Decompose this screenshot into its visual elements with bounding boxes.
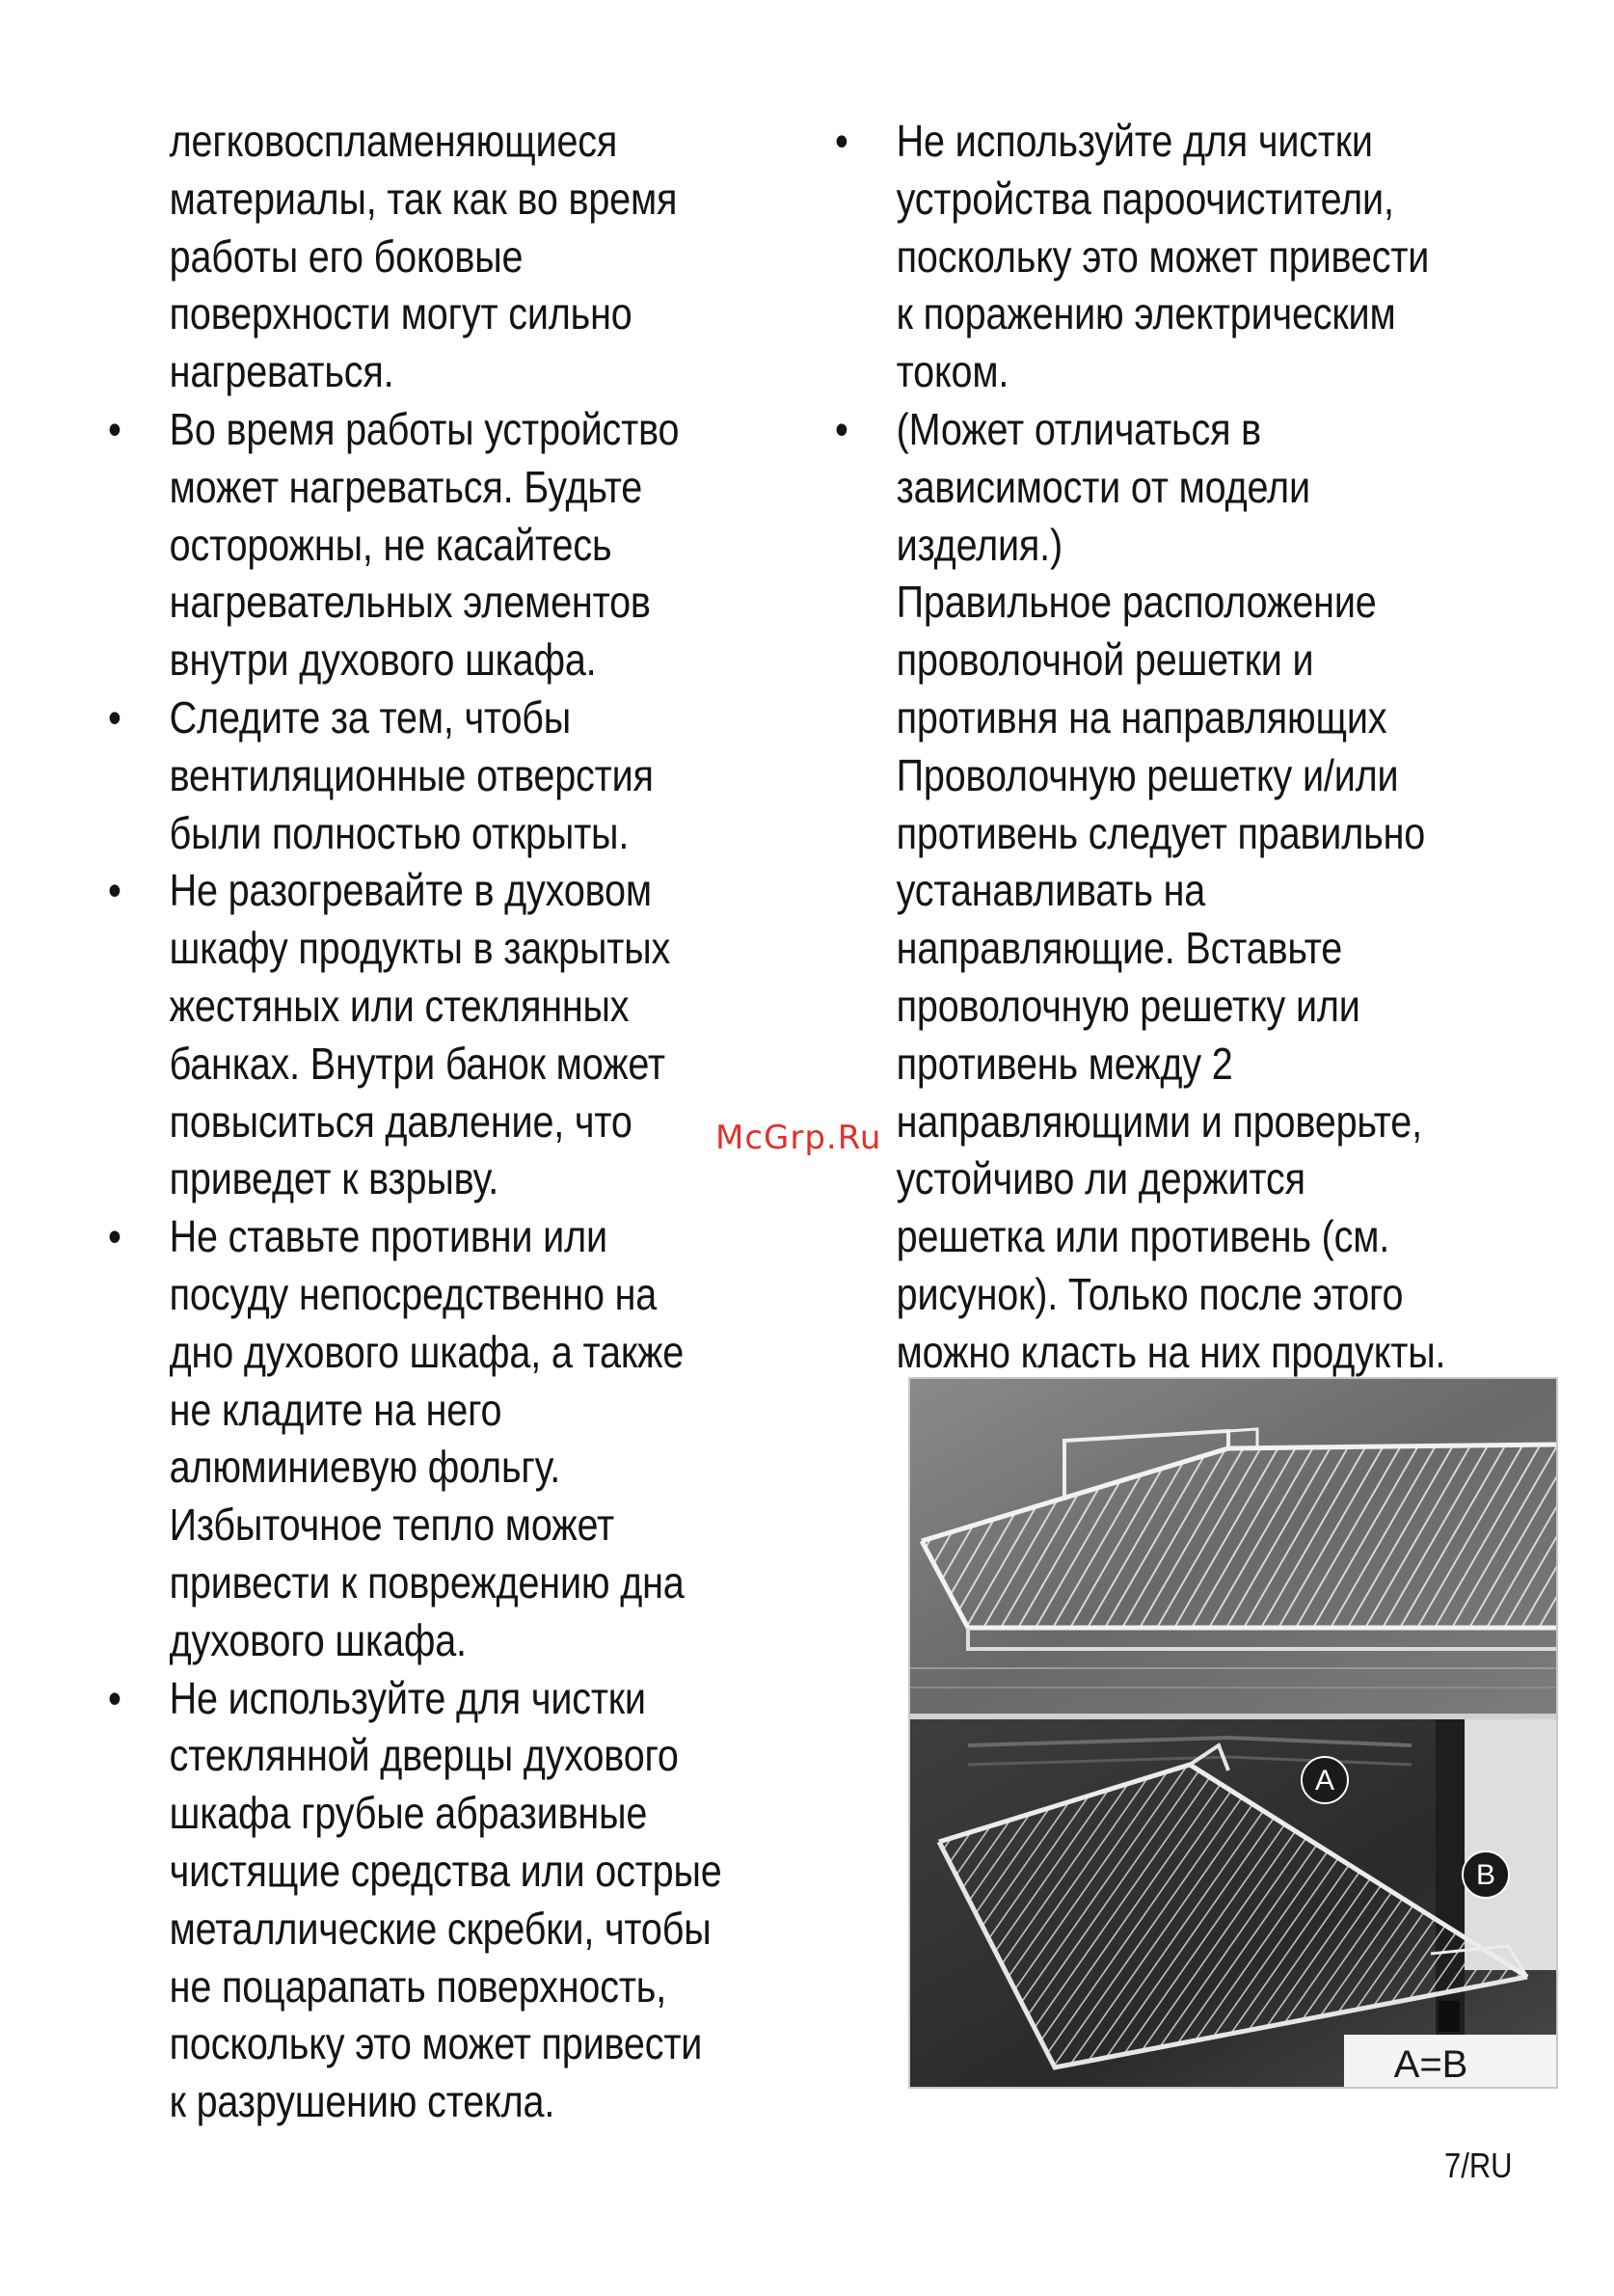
list-item — [835, 401, 1445, 1382]
text-line: осторожны, не касайтесь — [169, 519, 612, 570]
text-line: током. — [896, 346, 1009, 397]
text-line: рисунок). Только после этого — [896, 1268, 1404, 1319]
text-line: поскольку это может привести — [169, 2018, 703, 2069]
text-line: шкафа грубые абразивные — [169, 1788, 648, 1839]
bullet-icon: • — [835, 403, 848, 454]
text-line: работы его боковые — [169, 230, 524, 282]
text-line: поверхности могут сильно — [169, 288, 632, 339]
text-line: не кладите на него — [169, 1384, 502, 1435]
text-line: поскольку это может привести — [896, 230, 1430, 282]
callout-b — [1463, 1851, 1509, 1898]
text-line: решетка или противень (см. — [896, 1211, 1390, 1262]
text-line: были полностью открыты. — [169, 807, 630, 858]
text-line: стеклянной дверцы духового — [169, 1730, 679, 1781]
text-line: Правильное расположение — [896, 577, 1377, 628]
text-line: металлические скребки, чтобы — [169, 1903, 712, 1954]
text-line: внутри духового шкафа. — [169, 635, 597, 686]
left-column — [108, 113, 722, 2131]
bullet-icon: • — [108, 865, 121, 916]
list-item — [108, 689, 722, 862]
bullet-icon: • — [108, 1211, 121, 1262]
watermark: McGrp.Ru — [715, 1119, 882, 1157]
text-line: проволочной решетки и — [896, 635, 1314, 686]
page-number: 7/RU — [1444, 2146, 1513, 2185]
text-line: противень между 2 — [896, 1038, 1233, 1089]
text-line: повыситься давление, что — [169, 1095, 632, 1147]
list-item — [835, 113, 1445, 401]
text-line: не поцарапать поверхность, — [169, 1960, 667, 2012]
text-line: банках. Внутри банок может — [169, 1038, 665, 1089]
list-item — [108, 1208, 722, 1669]
text-line: нагревательных элементов — [169, 577, 651, 628]
list-item — [108, 862, 722, 1208]
text-line: Не разогревайте в духовом — [169, 865, 652, 916]
text-line: чистящие средства или острые — [169, 1845, 722, 1896]
figure-caption: A=B — [1393, 2043, 1468, 2086]
text-line: устанавливать на — [896, 865, 1206, 916]
text-line: направляющими и проверьте, — [896, 1095, 1422, 1147]
label-b: B — [1475, 1859, 1496, 1891]
text-line: противня на направляющих — [896, 691, 1387, 743]
text-line: может нагреваться. Будьте — [169, 461, 643, 512]
lower-panel — [910, 1719, 1556, 2087]
text-line: вентиляционные отверстия — [169, 749, 654, 800]
text-line: Избыточное тепло может — [169, 1499, 614, 1551]
bullet-icon: • — [108, 403, 121, 454]
bullet-icon: • — [108, 1672, 121, 1723]
text-line: приведет к взрыву. — [169, 1153, 499, 1204]
upper-panel — [910, 1379, 1556, 1716]
text-line: проволочную решетку или — [896, 980, 1360, 1031]
label-a: A — [1314, 1765, 1335, 1796]
oven-rack-illustration — [910, 1379, 1556, 2087]
right-column — [835, 113, 1445, 1382]
list-item — [108, 401, 722, 689]
text-line: алюминиевую фольгу. — [169, 1442, 561, 1493]
text-line: Не используйте для чистки — [896, 116, 1373, 166]
text-line: направляющие. Вставьте — [896, 923, 1343, 974]
oven-rack-figure — [908, 1377, 1558, 2089]
text-line: можно класть на них продукты. — [896, 1326, 1446, 1377]
callout-a — [1302, 1757, 1348, 1803]
bullet-icon: • — [108, 691, 121, 743]
text-line: материалы, так как во время — [169, 173, 678, 224]
text-line: зависимости от модели — [896, 461, 1310, 512]
text-line: изделия.) — [896, 519, 1063, 570]
text-line: Не ставьте противни или — [169, 1211, 607, 1262]
list-item — [108, 1670, 722, 2131]
list-item-continuation — [108, 113, 722, 401]
text-line: нагреваться. — [169, 346, 394, 397]
text-line: Следите за тем, чтобы — [169, 691, 572, 743]
text-line: (Может отличаться в — [896, 403, 1262, 454]
text-line: Не используйте для чистки — [169, 1672, 646, 1723]
text-line: Проволочную решетку и/или — [896, 749, 1399, 800]
text-line: духового шкафа. — [169, 1614, 467, 1665]
text-line: устройства пароочистители, — [896, 173, 1394, 224]
text-line: легковоспламеняющиеся — [169, 116, 618, 166]
text-line: к разрушению стекла. — [169, 2076, 555, 2127]
text-line: дно духового шкафа, а также — [169, 1326, 685, 1377]
text-line: привести к повреждению дна — [169, 1556, 685, 1607]
text-line: устойчиво ли держится — [896, 1153, 1305, 1204]
text-line: противень следует правильно — [896, 807, 1426, 858]
text-line: Во время работы устройство — [169, 403, 680, 454]
bullet-icon: • — [835, 116, 848, 166]
text-line: посуду непосредственно на — [169, 1268, 658, 1319]
text-line: к поражению электрическим — [896, 288, 1396, 339]
text-line: жестяных или стеклянных — [169, 980, 630, 1031]
text-line: шкафу продукты в закрытых — [169, 923, 671, 974]
